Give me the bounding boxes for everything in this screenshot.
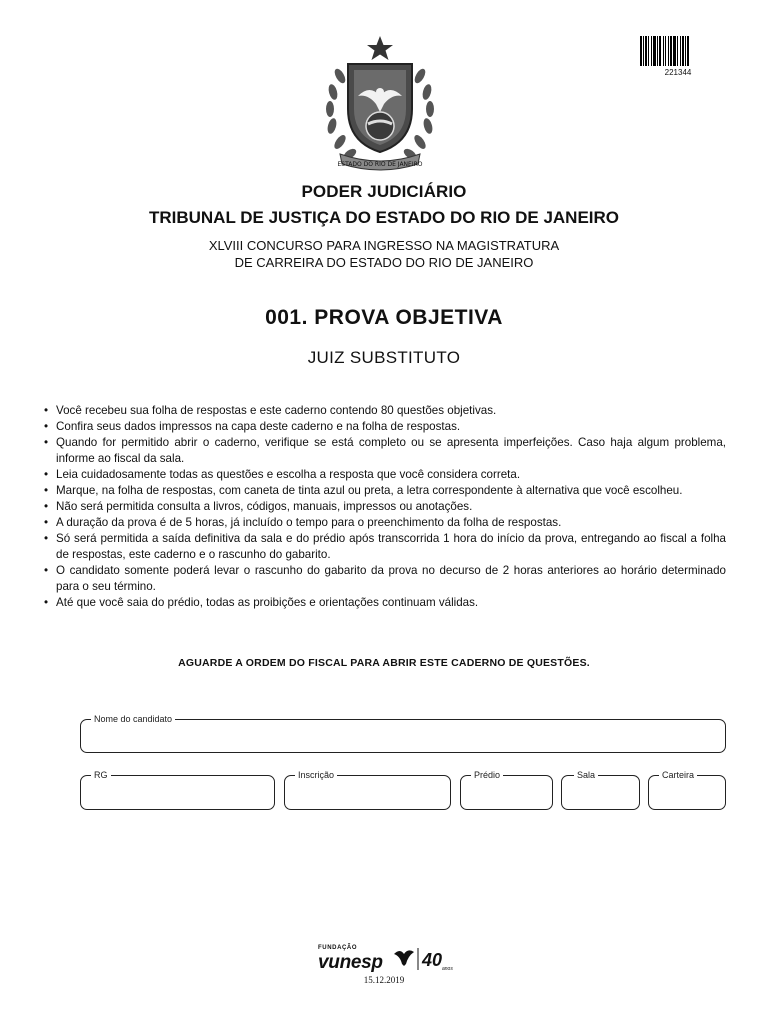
header-line-1: PODER JUDICIÁRIO — [301, 182, 467, 201]
header-line-3b: DE CARREIRA DO ESTADO DO RIO DE JANEIRO — [234, 255, 534, 270]
instruction-item: • O candidato somente poderá levar o rascunho do gabarito da prova no decurso de 2 horas anteriores ao horário determinado para o seu término. — [44, 563, 726, 595]
rg-label: RG — [91, 769, 111, 781]
header-line-2: TRIBUNAL DE JUSTIÇA DO ESTADO DO RIO DE JANEIRO — [148, 208, 620, 227]
carteira-label: Carteira — [659, 769, 697, 781]
inscricao-label: Inscrição — [295, 769, 337, 781]
instruction-item: • Até que você saia do prédio, todas as proibições e orientações continuam válidas. — [44, 595, 726, 611]
predio-field[interactable] — [460, 770, 553, 810]
notice-text: AGUARDE A ORDEM DO FISCAL PARA ABRIR ESTE CADERNO DE QUESTÕES. — [178, 657, 590, 669]
instruction-item: • Quando for permitido abrir o caderno, verifique se está completo ou se apresenta imperfeições. Caso haja algum problema, informe ao fiscal da sala. — [44, 435, 726, 467]
header-line-3 — [0, 237, 768, 271]
instruction-item: • Não será permitida consulta a livros, códigos, manuais, impressos ou anotações. — [44, 499, 726, 515]
instruction-item: • Você recebeu sua folha de respostas e este caderno contendo 80 questões objetivas. — [44, 403, 726, 419]
instruction-item: • Confira seus dados impressos na capa deste caderno e na folha de respostas. — [44, 419, 726, 435]
candidate-name-field[interactable] — [80, 714, 726, 753]
instruction-item: • Só será permitida a saída definitiva da sala e do prédio após transcorrida 1 hora do início da prova, entregando ao fiscal a folha de respostas, este caderno e o rascunho do gabarito. — [44, 531, 726, 563]
instruction-item: • Marque, na folha de respostas, com caneta de tinta azul ou preta, a letra correspondente à alternativa que você escolheu. — [44, 483, 726, 499]
exam-subtitle: JUIZ SUBSTITUTO — [307, 348, 461, 367]
coat-of-arms-icon — [318, 34, 442, 172]
instruction-item: • Leia cuidadosamente todas as questões e escolha a resposta que você considera correta. — [44, 467, 726, 483]
barcode-bar — [689, 36, 690, 66]
barcode — [640, 36, 716, 66]
barcode-number: 221344 — [664, 68, 692, 77]
fundacao-label: FUNDAÇÃO — [318, 945, 358, 951]
carteira-field[interactable] — [648, 770, 726, 810]
exam-date: 15.12.2019 — [363, 975, 405, 985]
instructions-list — [44, 403, 726, 611]
header-line-3a: XLVIII CONCURSO PARA INGRESSO NA MAGISTRATURA — [208, 238, 560, 253]
rg-field[interactable] — [80, 770, 275, 810]
vunesp-logo: vunesp — [318, 952, 383, 973]
anniversary-suffix: anos — [442, 966, 453, 972]
vunesp-40-anos-logo-icon — [392, 944, 462, 974]
candidate-name-label: Nome do candidato — [91, 713, 175, 725]
anniversary-number: 40 — [422, 950, 443, 970]
exam-title: 001. PROVA OBJETIVA — [265, 306, 503, 329]
instruction-item: • A duração da prova é de 5 horas, já incluído o tempo para o preenchimento da folha de respostas. — [44, 515, 726, 531]
svg-text:ESTADO DO RIO DE JANEIRO: ESTADO DO RIO DE JANEIRO — [337, 161, 423, 168]
sala-label: Sala — [574, 769, 598, 781]
inscricao-field[interactable] — [284, 770, 451, 810]
predio-label: Prédio — [471, 769, 503, 781]
sala-field[interactable] — [561, 770, 640, 810]
